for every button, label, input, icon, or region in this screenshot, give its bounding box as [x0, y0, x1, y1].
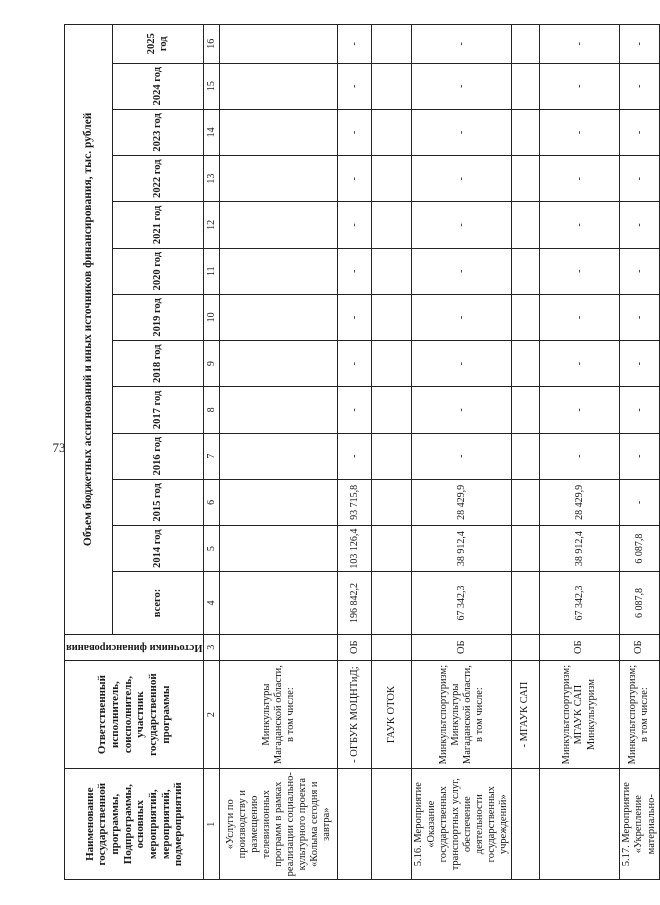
row-year-value: -	[619, 63, 659, 109]
column-number: 11	[204, 248, 220, 294]
row-year-value: -	[539, 63, 619, 109]
row-year-value: 38 912,4	[412, 526, 512, 572]
row-year-value	[220, 202, 338, 248]
column-number: 10	[204, 294, 220, 340]
page-number: 73	[52, 440, 66, 455]
row-year-value	[220, 248, 338, 294]
row-year-value: -	[338, 248, 372, 294]
column-number: 15	[204, 63, 220, 109]
row-year-value: -	[539, 156, 619, 202]
header-year: 2017 год	[112, 387, 204, 433]
row-year-value: -	[338, 294, 372, 340]
row-year-value: -	[619, 109, 659, 155]
row-year-value	[511, 25, 539, 64]
column-number-row	[204, 25, 220, 880]
row-source	[220, 634, 338, 660]
header-source-cell	[65, 634, 204, 660]
table-row	[412, 25, 512, 880]
row-responsible: Минкультспортуризм; Минкультуры Магаданской области, в том числе:	[412, 660, 512, 769]
header-source: Источники финансирования	[66, 642, 203, 654]
table-row	[539, 25, 619, 880]
row-responsible: - МГАУК САП	[511, 660, 539, 769]
row-year-value: 6 087,8	[619, 526, 659, 572]
table-body	[220, 25, 660, 880]
column-number: 5	[204, 526, 220, 572]
row-year-value: -	[412, 433, 512, 479]
row-year-value: -	[619, 248, 659, 294]
row-year-value: -	[539, 294, 619, 340]
row-responsible: Минкультуры Магаданской области, в том числе:	[220, 660, 338, 769]
row-year-value	[220, 433, 338, 479]
column-number: 7	[204, 433, 220, 479]
row-year-value: -	[338, 202, 372, 248]
row-total: 196 842,2	[338, 572, 372, 634]
row-responsible: - ОГБУК МОЦНТиД;	[338, 660, 372, 769]
row-source: ОБ	[412, 634, 512, 660]
header-year: 2025 год	[112, 25, 204, 64]
table-row	[511, 25, 539, 880]
row-year-value	[220, 387, 338, 433]
table-row	[338, 25, 372, 880]
header-total: всего:	[112, 572, 204, 634]
row-year-value	[372, 25, 412, 64]
row-source: ОБ	[539, 634, 619, 660]
row-total	[372, 572, 412, 634]
row-total: 6 087,8	[619, 572, 659, 634]
column-number: 16	[204, 25, 220, 64]
row-year-value: -	[412, 294, 512, 340]
header-year: 2018 год	[112, 341, 204, 387]
row-year-value	[372, 433, 412, 479]
row-year-value	[511, 248, 539, 294]
row-year-value: -	[619, 433, 659, 479]
row-year-value	[372, 109, 412, 155]
row-year-value: -	[338, 25, 372, 64]
header-year: 2021 год	[112, 202, 204, 248]
row-source: ОБ	[338, 634, 372, 660]
row-year-value	[220, 479, 338, 525]
header-year: 2019 год	[112, 294, 204, 340]
row-responsible: Минкультспортуризм; в том числе:	[619, 660, 659, 769]
row-year-value: 103 126,4	[338, 526, 372, 572]
header-year: 2015 год	[112, 479, 204, 525]
header-year: 2022 год	[112, 156, 204, 202]
row-year-value	[372, 387, 412, 433]
row-year-value: 28 429,9	[412, 479, 512, 525]
row-year-value	[220, 156, 338, 202]
table-row	[220, 25, 338, 880]
header-year: 2023 год	[112, 109, 204, 155]
row-year-value: 38 912,4	[539, 526, 619, 572]
row-year-value: 28 429,9	[539, 479, 619, 525]
row-year-value: -	[539, 202, 619, 248]
row-year-value: -	[412, 109, 512, 155]
column-number: 13	[204, 156, 220, 202]
row-year-value	[372, 341, 412, 387]
row-name	[539, 769, 619, 880]
column-number: 3	[204, 634, 220, 660]
row-year-value: -	[338, 109, 372, 155]
row-year-value	[511, 433, 539, 479]
column-number: 12	[204, 202, 220, 248]
column-number: 8	[204, 387, 220, 433]
row-name	[338, 769, 372, 880]
row-year-value	[220, 526, 338, 572]
row-year-value	[220, 341, 338, 387]
row-year-value: -	[539, 109, 619, 155]
row-year-value: -	[338, 387, 372, 433]
column-number: 4	[204, 572, 220, 634]
row-year-value	[220, 63, 338, 109]
row-year-value: -	[412, 387, 512, 433]
row-year-value: -	[412, 341, 512, 387]
row-year-value	[220, 294, 338, 340]
row-year-value	[511, 202, 539, 248]
column-number: 1	[204, 769, 220, 880]
row-year-value: -	[539, 248, 619, 294]
header-year: 2024 год	[112, 63, 204, 109]
row-year-value: -	[619, 341, 659, 387]
table-row	[619, 25, 659, 880]
row-year-value: -	[539, 433, 619, 479]
header-year: 2016 год	[112, 433, 204, 479]
row-year-value	[372, 479, 412, 525]
row-year-value	[511, 63, 539, 109]
row-total	[511, 572, 539, 634]
row-year-value	[220, 25, 338, 64]
row-name	[511, 769, 539, 880]
row-year-value	[511, 156, 539, 202]
funding-table	[64, 24, 660, 880]
row-year-value	[372, 156, 412, 202]
row-year-value: -	[412, 25, 512, 64]
row-source	[372, 634, 412, 660]
row-year-value	[372, 526, 412, 572]
row-year-value	[372, 294, 412, 340]
row-year-value: -	[539, 341, 619, 387]
table-row	[372, 25, 412, 880]
row-year-value: -	[619, 479, 659, 525]
row-year-value: -	[539, 25, 619, 64]
row-source: ОБ	[619, 634, 659, 660]
row-year-value: -	[619, 387, 659, 433]
row-year-value	[511, 387, 539, 433]
row-year-value: -	[619, 25, 659, 64]
row-name: «Услуги по производству и размещению телевизионных программ в рамках реализации социально-культурного проекта «Колыма сегодня и завтра»	[220, 769, 338, 880]
row-year-value: -	[412, 63, 512, 109]
row-year-value: -	[338, 63, 372, 109]
column-number: 9	[204, 341, 220, 387]
row-year-value: -	[619, 202, 659, 248]
row-year-value	[511, 109, 539, 155]
row-total: 67 342,3	[412, 572, 512, 634]
header-year: 2020 год	[112, 248, 204, 294]
row-responsible: ГАУК ОТОК	[372, 660, 412, 769]
row-year-value	[511, 479, 539, 525]
header-funding: Объем бюджетных ассигнований и иных источников финансирования, тыс. рублей	[65, 25, 113, 635]
column-number: 14	[204, 109, 220, 155]
row-year-value: -	[619, 294, 659, 340]
header-year: 2014 год	[112, 526, 204, 572]
row-year-value	[511, 341, 539, 387]
row-year-value	[220, 109, 338, 155]
row-year-value	[372, 63, 412, 109]
row-responsible: Минкультспортуризм; МГАУК САП Минкультуризм	[539, 660, 619, 769]
row-name	[372, 769, 412, 880]
row-year-value: -	[338, 341, 372, 387]
row-total: 67 342,3	[539, 572, 619, 634]
rotated-table-container	[64, 0, 657, 880]
row-year-value	[511, 294, 539, 340]
header-responsible: Ответственный исполнитель, соисполнитель, участник государственной программы	[65, 660, 204, 769]
header-name: Наименование государственной программы, Подпрограммы, основных мероприятий, мероприятий, подмероприятий	[65, 769, 204, 880]
row-name: 5.17. Мероприятие «Укрепление материально-	[619, 769, 659, 880]
row-year-value: -	[539, 387, 619, 433]
row-year-value: 93 715,8	[338, 479, 372, 525]
row-year-value: -	[412, 202, 512, 248]
row-year-value: -	[338, 156, 372, 202]
row-name: 5.16. Мероприятие «Оказание государственных транспортных услуг, обеспечение деятельности государственных учреждений»	[412, 769, 512, 880]
row-year-value	[372, 248, 412, 294]
column-number: 2	[204, 660, 220, 769]
row-year-value: -	[338, 433, 372, 479]
row-year-value: -	[619, 156, 659, 202]
column-number: 6	[204, 479, 220, 525]
row-year-value: -	[412, 156, 512, 202]
row-total	[220, 572, 338, 634]
row-year-value: -	[412, 248, 512, 294]
row-source	[511, 634, 539, 660]
row-year-value	[372, 202, 412, 248]
row-year-value	[511, 526, 539, 572]
